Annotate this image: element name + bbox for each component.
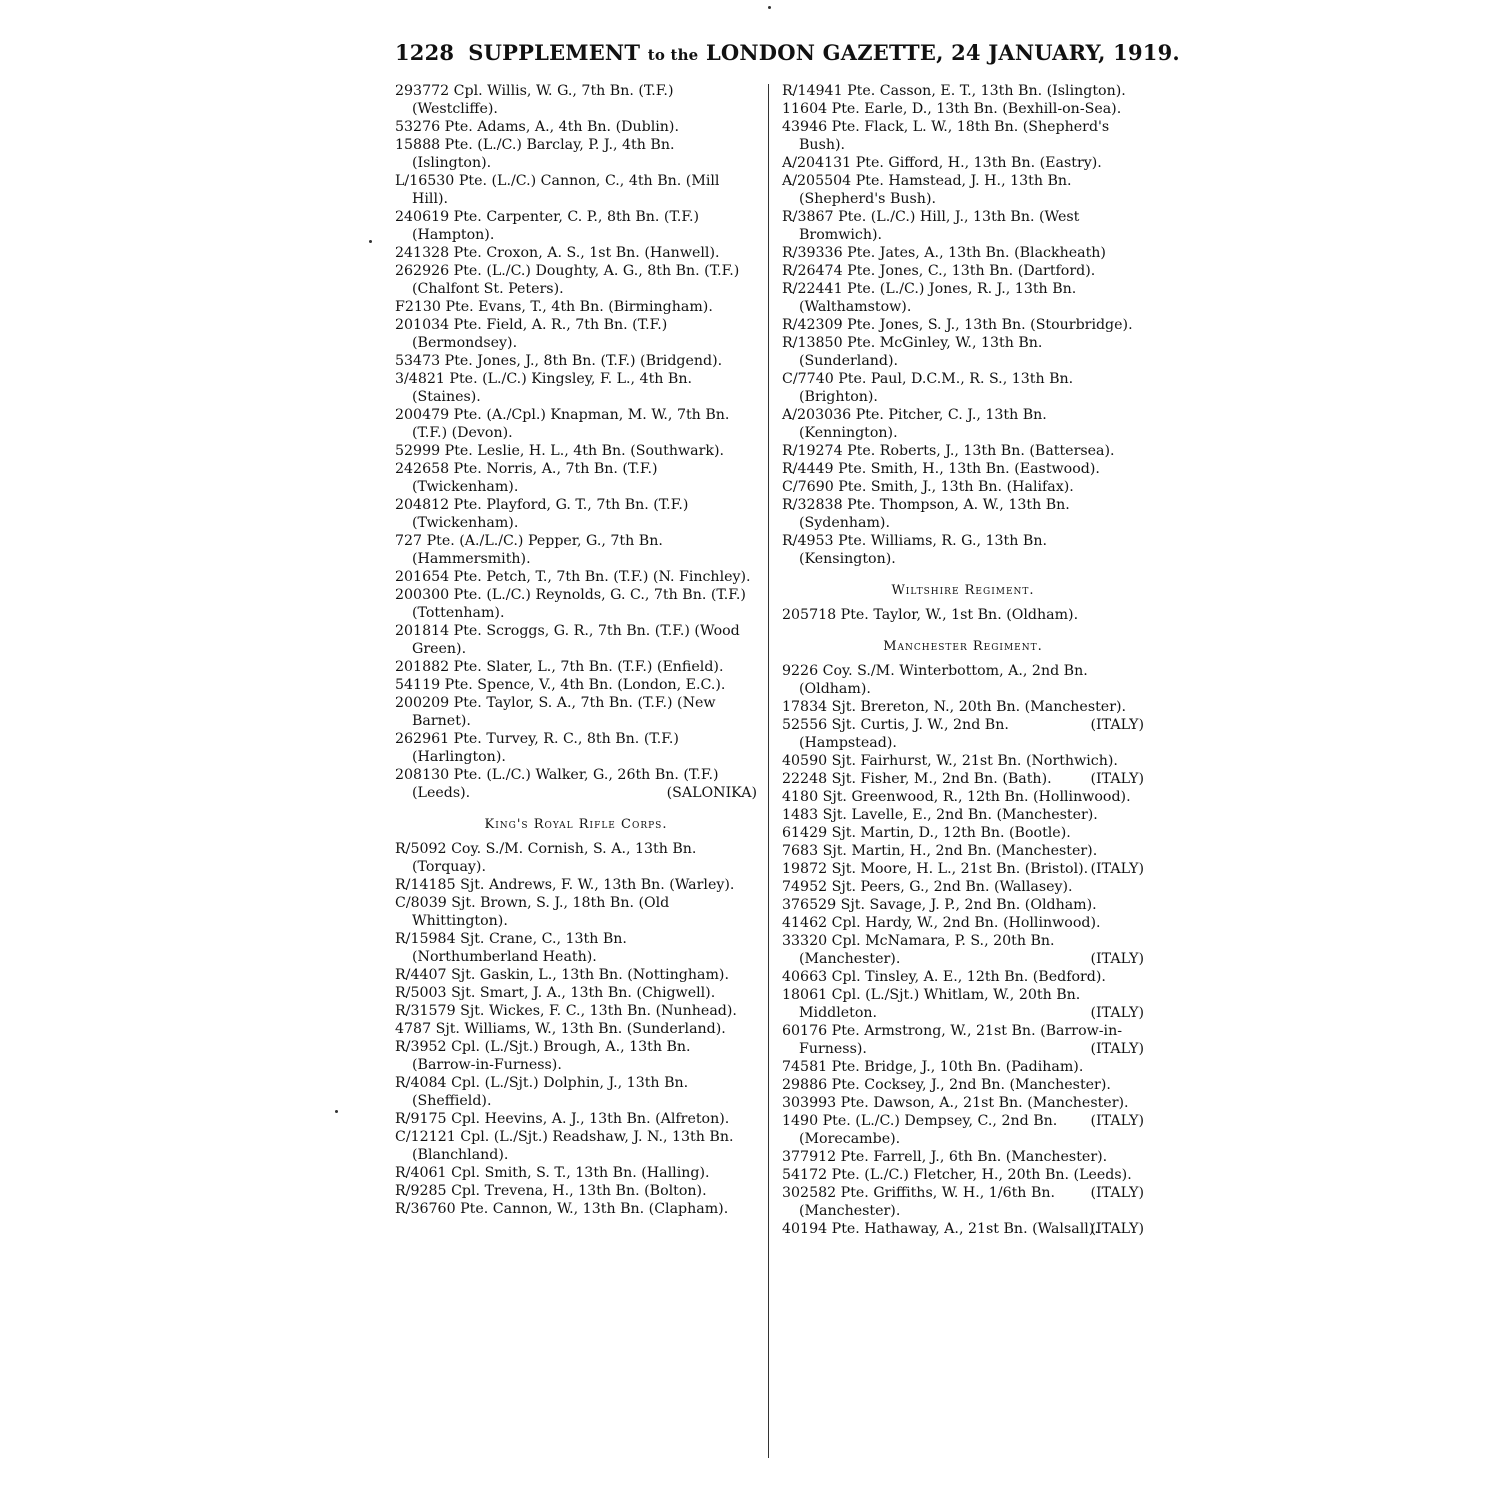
casualty-entry [395, 262, 757, 298]
print-speck [335, 1110, 338, 1113]
manchester-list [782, 662, 1144, 1238]
entry-text: A/203036 Pte. Pitcher, C. J., 13th Bn. (Kennington). [782, 407, 1047, 441]
casualty-entry [782, 914, 1144, 932]
casualty-entry [782, 118, 1144, 154]
entry-text: 302582 Pte. Griffiths, W. H., 1/6th Bn. (Manchester). [782, 1185, 1056, 1219]
theatre-label: (ITALY) [1090, 951, 1144, 967]
entry-text: 41462 Cpl. Hardy, W., 2nd Bn. (Hollinwood). [782, 915, 1101, 931]
entry-text: 293772 Cpl. Willis, W. G., 7th Bn. (T.F.) (Westcliffe). [395, 83, 674, 117]
entry-text: 4180 Sjt. Greenwood, R., 12th Bn. (Hollinwood). [782, 789, 1131, 805]
casualty-entry [395, 442, 757, 460]
entry-text: 22248 Sjt. Fisher, M., 2nd Bn. (Bath). [782, 771, 1052, 787]
entry-text: R/31579 Sjt. Wickes, F. C., 13th Bn. (Nunhead). [395, 1003, 737, 1019]
casualty-entry [782, 788, 1144, 806]
casualty-entry [782, 806, 1144, 824]
casualty-entry [782, 1220, 1144, 1238]
wiltshire-list [782, 606, 1144, 624]
casualty-entry [782, 370, 1144, 406]
entry-text: 376529 Sjt. Savage, J. P., 2nd Bn. (Oldham). [782, 897, 1097, 913]
entry-text: 204812 Pte. Playford, G. T., 7th Bn. (T.F.) (Twickenham). [395, 497, 689, 531]
entry-text: 200479 Pte. (A./Cpl.) Knapman, M. W., 7th Bn. (T.F.) (Devon). [395, 407, 730, 441]
entry-text: 7683 Sjt. Martin, H., 2nd Bn. (Manchester). [782, 843, 1098, 859]
section-title-manchester: Manchester Regiment. [883, 639, 1043, 654]
casualty-entry [395, 1182, 757, 1200]
casualty-entry [782, 896, 1144, 914]
entry-text: R/5003 Sjt. Smart, J. A., 13th Bn. (Chigwell). [395, 985, 716, 1001]
entry-text: C/7740 Pte. Paul, D.C.M., R. S., 13th Bn. (Brighton). [782, 371, 1074, 405]
entry-text: R/4061 Cpl. Smith, S. T., 13th Bn. (Halling). [395, 1165, 710, 1181]
theatre-label: (ITALY) [1090, 1005, 1144, 1021]
casualty-entry [395, 1038, 757, 1074]
entry-text: R/3867 Pte. (L./C.) Hill, J., 13th Bn. (West Bromwich). [782, 209, 1080, 243]
casualty-entry [395, 406, 757, 442]
entry-text: A/205504 Pte. Hamstead, J. H., 13th Bn. (Shepherd's Bush). [782, 173, 1072, 207]
theatre-label: (ITALY) [1090, 717, 1144, 733]
entry-text: 40590 Sjt. Fairhurst, W., 21st Bn. (Northwich). [782, 753, 1118, 769]
entry-text: R/36760 Pte. Cannon, W., 13th Bn. (Clapham). [395, 1201, 729, 1217]
entry-text: R/13850 Pte. McGinley, W., 13th Bn. (Sunderland). [782, 335, 1043, 369]
casualty-entry [782, 842, 1144, 860]
entry-text: 208130 Pte. (L./C.) Walker, G., 26th Bn. (T.F.) (Leeds). [395, 767, 719, 801]
entry-text: R/15984 Sjt. Crane, C., 13th Bn. (Northumberland Heath). [395, 931, 627, 965]
theatre-label: (ITALY) [1090, 1221, 1144, 1237]
casualty-entry [395, 840, 757, 876]
casualty-entry [395, 730, 757, 766]
entry-text: 54119 Pte. Spence, V., 4th Bn. (London, E.C.). [395, 677, 726, 693]
entry-text: R/4953 Pte. Williams, R. G., 13th Bn. (Kensington). [782, 533, 1047, 567]
casualty-entry [782, 716, 1144, 752]
casualty-entry [395, 496, 757, 532]
casualty-entry [782, 208, 1144, 244]
entry-text: 43946 Pte. Flack, L. W., 18th Bn. (Shepherd's Bush). [782, 119, 1110, 153]
casualty-entry [395, 1020, 757, 1038]
theatre-label: (ITALY) [1090, 771, 1144, 787]
entry-text: 201034 Pte. Field, A. R., 7th Bn. (T.F.) (Bermondsey). [395, 317, 668, 351]
entry-text: 242658 Pte. Norris, A., 7th Bn. (T.F.) (Twickenham). [395, 461, 658, 495]
casualty-entry [782, 1112, 1144, 1148]
entry-text: 3/4821 Pte. (L./C.) Kingsley, F. L., 4th Bn. (Staines). [395, 371, 693, 405]
casualty-entry [782, 460, 1144, 478]
entry-text: 18061 Cpl. (L./Sjt.) Whitlam, W., 20th Bn. Middleton. [782, 987, 1081, 1021]
entry-text: 201882 Pte. Slater, L., 7th Bn. (T.F.) (Enfield). [395, 659, 724, 675]
entry-text: 262926 Pte. (L./C.) Doughty, A. G., 8th Bn. (T.F.) (Chalfont St. Peters). [395, 263, 740, 297]
casualty-entry [395, 1002, 757, 1020]
entry-text: 33320 Cpl. McNamara, P. S., 20th Bn. (Manchester). [782, 933, 1055, 967]
entry-text: R/42309 Pte. Jones, S. J., 13th Bn. (Stourbridge). [782, 317, 1133, 333]
casualty-entry [395, 694, 757, 730]
casualty-entry [782, 406, 1144, 442]
entry-text: R/4407 Sjt. Gaskin, L., 13th Bn. (Nottingham). [395, 967, 729, 983]
casualty-entry [782, 968, 1144, 986]
entry-text: 60176 Pte. Armstrong, W., 21st Bn. (Barrow-in-Furness). [782, 1023, 1123, 1057]
gazette-title-part2: to the [647, 46, 699, 64]
casualty-entry [395, 298, 757, 316]
casualty-entry [782, 316, 1144, 334]
entry-text: 200300 Pte. (L./C.) Reynolds, G. C., 7th Bn. (T.F.) (Tottenham). [395, 587, 746, 621]
entry-text: 241328 Pte. Croxon, A. S., 1st Bn. (Hanwell). [395, 245, 720, 261]
casualty-entry [782, 1022, 1144, 1058]
casualty-entry [395, 352, 757, 370]
entry-text: 52999 Pte. Leslie, H. L., 4th Bn. (Southwark). [395, 443, 724, 459]
casualty-entry [782, 824, 1144, 842]
entry-text: A/204131 Pte. Gifford, H., 13th Bn. (Eastry). [782, 155, 1102, 171]
right-main-list [782, 82, 1144, 568]
left-main-list [395, 82, 757, 802]
casualty-entry [395, 894, 757, 930]
entry-text: 377912 Pte. Farrell, J., 6th Bn. (Manchester). [782, 1149, 1108, 1165]
casualty-entry [395, 1200, 757, 1218]
theatre-label: (SALONIKA) [666, 785, 757, 801]
krrc-list [395, 840, 757, 1218]
casualty-entry [782, 262, 1144, 280]
entry-text: 1490 Pte. (L./C.) Dempsey, C., 2nd Bn. (Morecambe). [782, 1113, 1058, 1147]
casualty-entry [395, 172, 757, 208]
casualty-entry [395, 930, 757, 966]
section-title-wiltshire: Wiltshire Regiment. [891, 583, 1035, 598]
entry-text: 201654 Pte. Petch, T., 7th Bn. (T.F.) (N. Finchley). [395, 569, 751, 585]
casualty-entry [782, 698, 1144, 733]
entry-text: F2130 Pte. Evans, T., 4th Bn. (Birmingham). [395, 299, 713, 315]
casualty-entry [782, 280, 1144, 316]
casualty-entry [395, 532, 757, 568]
casualty-entry [395, 1128, 757, 1164]
entry-text: 17834 Sjt. Brereton, N., 20th Bn. (Manchester). [782, 699, 1127, 715]
entry-text: 74581 Pte. Bridge, J., 10th Bn. (Padiham). [782, 1059, 1084, 1075]
casualty-entry [395, 1110, 757, 1128]
entry-text: C/12121 Cpl. (L./Sjt.) Readshaw, J. N., 13th Bn. (Blanchland). [395, 1129, 734, 1163]
entry-text: 61429 Sjt. Martin, D., 12th Bn. (Bootle). [782, 825, 1071, 841]
entry-text: R/4084 Cpl. (L./Sjt.) Dolphin, J., 13th Bn. (Sheffield). [395, 1075, 689, 1109]
entry-text: R/19274 Pte. Roberts, J., 13th Bn. (Battersea). [782, 443, 1115, 459]
entry-text: 40663 Cpl. Tinsley, A. E., 12th Bn. (Bedford). [782, 969, 1106, 985]
casualty-entry [395, 136, 757, 172]
entry-text: 53473 Pte. Jones, J., 8th Bn. (T.F.) (Bridgend). [395, 353, 723, 369]
casualty-entry [782, 244, 1144, 262]
casualty-entry [782, 496, 1144, 532]
entry-text: L/16530 Pte. (L./C.) Cannon, C., 4th Bn. (Mill Hill). [395, 173, 720, 207]
entry-text: 1483 Sjt. Lavelle, E., 2nd Bn. (Manchester). [782, 807, 1098, 823]
entry-text: 11604 Pte. Earle, D., 13th Bn. (Bexhill-on-Sea). [782, 101, 1122, 117]
entry-text: 262961 Pte. Turvey, R. C., 8th Bn. (T.F.) (Harlington). [395, 731, 679, 765]
casualty-entry [395, 82, 757, 118]
theatre-label: (ITALY) [1090, 1185, 1144, 1201]
casualty-entry [395, 1164, 757, 1182]
casualty-entry [782, 154, 1144, 172]
entry-text: 53276 Pte. Adams, A., 4th Bn. (Dublin). [395, 119, 679, 135]
entry-text: 54172 Pte. (L./C.) Fletcher, H., 20th Bn. (Leeds). [782, 1167, 1132, 1183]
casualty-entry [782, 334, 1144, 370]
entry-text: C/8039 Sjt. Brown, S. J., 18th Bn. (Old Whittington). [395, 895, 670, 929]
casualty-entry [782, 478, 1144, 496]
entry-text: 4787 Sjt. Williams, W., 13th Bn. (Sunderland). [395, 1021, 726, 1037]
left-column [395, 82, 757, 1218]
casualty-entry [782, 532, 1144, 568]
casualty-entry [782, 878, 1144, 896]
casualty-entry [395, 118, 757, 136]
entry-text: R/14941 Pte. Casson, E. T., 13th Bn. (Islington). [782, 83, 1126, 99]
entry-text: 201814 Pte. Scroggs, G. R., 7th Bn. (T.F.) (Wood Green). [395, 623, 740, 657]
entry-text: 40194 Pte. Hathaway, A., 21st Bn. (Walsall). [782, 1221, 1099, 1237]
casualty-entry [395, 966, 757, 984]
casualty-entry [782, 932, 1144, 968]
casualty-entry [395, 208, 757, 244]
entry-text: R/32838 Pte. Thompson, A. W., 13th Bn. (Sydenham). [782, 497, 1070, 531]
casualty-entry [782, 442, 1144, 460]
entry-text: 303993 Pte. Dawson, A., 21st Bn. (Manchester). [782, 1095, 1129, 1111]
casualty-entry [395, 658, 757, 676]
casualty-entry [395, 370, 757, 406]
entry-text: 15888 Pte. (L./C.) Barclay, P. J., 4th Bn. (Islington). [395, 137, 675, 171]
entry-text: 19872 Sjt. Moore, H. L., 21st Bn. (Bristol). [782, 861, 1089, 877]
casualty-entry [782, 100, 1144, 118]
casualty-entry [782, 172, 1144, 208]
casualty-entry [782, 1148, 1144, 1166]
casualty-entry [782, 82, 1144, 100]
casualty-entry [782, 662, 1144, 698]
gazette-title-part3: LONDON GAZETTE, 24 JANUARY, 1919. [705, 40, 1180, 65]
casualty-entry [395, 316, 757, 352]
casualty-entry [395, 1074, 757, 1110]
gazette-title-part1: SUPPLEMENT [468, 40, 641, 65]
casualty-entry [395, 984, 757, 1002]
entry-text: R/14185 Sjt. Andrews, F. W., 13th Bn. (Warley). [395, 877, 735, 893]
casualty-entry [782, 1094, 1144, 1129]
casualty-entry [395, 586, 757, 622]
casualty-entry [395, 766, 757, 802]
theatre-label: (ITALY) [1090, 861, 1144, 877]
column-divider [768, 84, 769, 1458]
theatre-label: (ITALY) [1090, 1113, 1144, 1129]
casualty-entry [395, 676, 757, 694]
entry-text: C/7690 Pte. Smith, J., 13th Bn. (Halifax). [782, 479, 1074, 495]
casualty-entry [782, 1058, 1144, 1076]
casualty-entry [782, 606, 1144, 624]
entry-text: R/4449 Pte. Smith, H., 13th Bn. (Eastwood). [782, 461, 1100, 477]
print-speck [768, 6, 771, 9]
casualty-entry [395, 876, 757, 894]
entry-text: R/26474 Pte. Jones, C., 13th Bn. (Dartford). [782, 263, 1096, 279]
entry-text: R/3952 Cpl. (L./Sjt.) Brough, A., 13th Bn. (Barrow-in-Furness). [395, 1039, 691, 1073]
entry-text: R/9285 Cpl. Trevena, H., 13th Bn. (Bolton). [395, 1183, 707, 1199]
casualty-entry [395, 460, 757, 496]
entry-text: 727 Pte. (A./L./C.) Pepper, G., 7th Bn. (Hammersmith). [395, 533, 663, 567]
casualty-entry [782, 1076, 1144, 1094]
entry-text: R/5092 Coy. S./M. Cornish, S. A., 13th Bn. (Torquay). [395, 841, 697, 875]
entry-text: 200209 Pte. Taylor, S. A., 7th Bn. (T.F.) (New Barnet). [395, 695, 716, 729]
entry-text: 240619 Pte. Carpenter, C. P., 8th Bn. (T.F.) (Hampton). [395, 209, 700, 243]
entry-text: 74952 Sjt. Peers, G., 2nd Bn. (Wallasey). [782, 879, 1073, 895]
casualty-entry [782, 860, 1144, 878]
entry-text: 205718 Pte. Taylor, W., 1st Bn. (Oldham). [782, 607, 1079, 623]
entry-text: 29886 Pte. Cocksey, J., 2nd Bn. (Manchester). [782, 1077, 1111, 1093]
entry-text: R/9175 Cpl. Heevins, A. J., 13th Bn. (Alfreton). [395, 1111, 730, 1127]
right-column [782, 82, 1144, 1238]
casualty-entry [395, 622, 757, 658]
casualty-entry [782, 1166, 1144, 1201]
page-header [395, 40, 1180, 65]
casualty-entry [395, 244, 757, 262]
entry-text: 9226 Coy. S./M. Winterbottom, A., 2nd Bn. (Oldham). [782, 663, 1088, 697]
page-number: 1228 [395, 40, 455, 65]
casualty-entry [782, 986, 1144, 1022]
casualty-entry [782, 770, 1144, 788]
casualty-entry [782, 1184, 1144, 1220]
theatre-label: (ITALY) [1090, 1041, 1144, 1057]
print-speck [369, 240, 372, 243]
entry-text: 52556 Sjt. Curtis, J. W., 2nd Bn. (Hampstead). [782, 717, 1009, 751]
section-title-krrc: King's Royal Rifle Corps. [484, 817, 668, 832]
entry-text: R/39336 Pte. Jates, A., 13th Bn. (Blackheath) [782, 245, 1106, 261]
casualty-entry [395, 568, 757, 586]
entry-text: R/22441 Pte. (L./C.) Jones, R. J., 13th Bn. (Walthamstow). [782, 281, 1077, 315]
